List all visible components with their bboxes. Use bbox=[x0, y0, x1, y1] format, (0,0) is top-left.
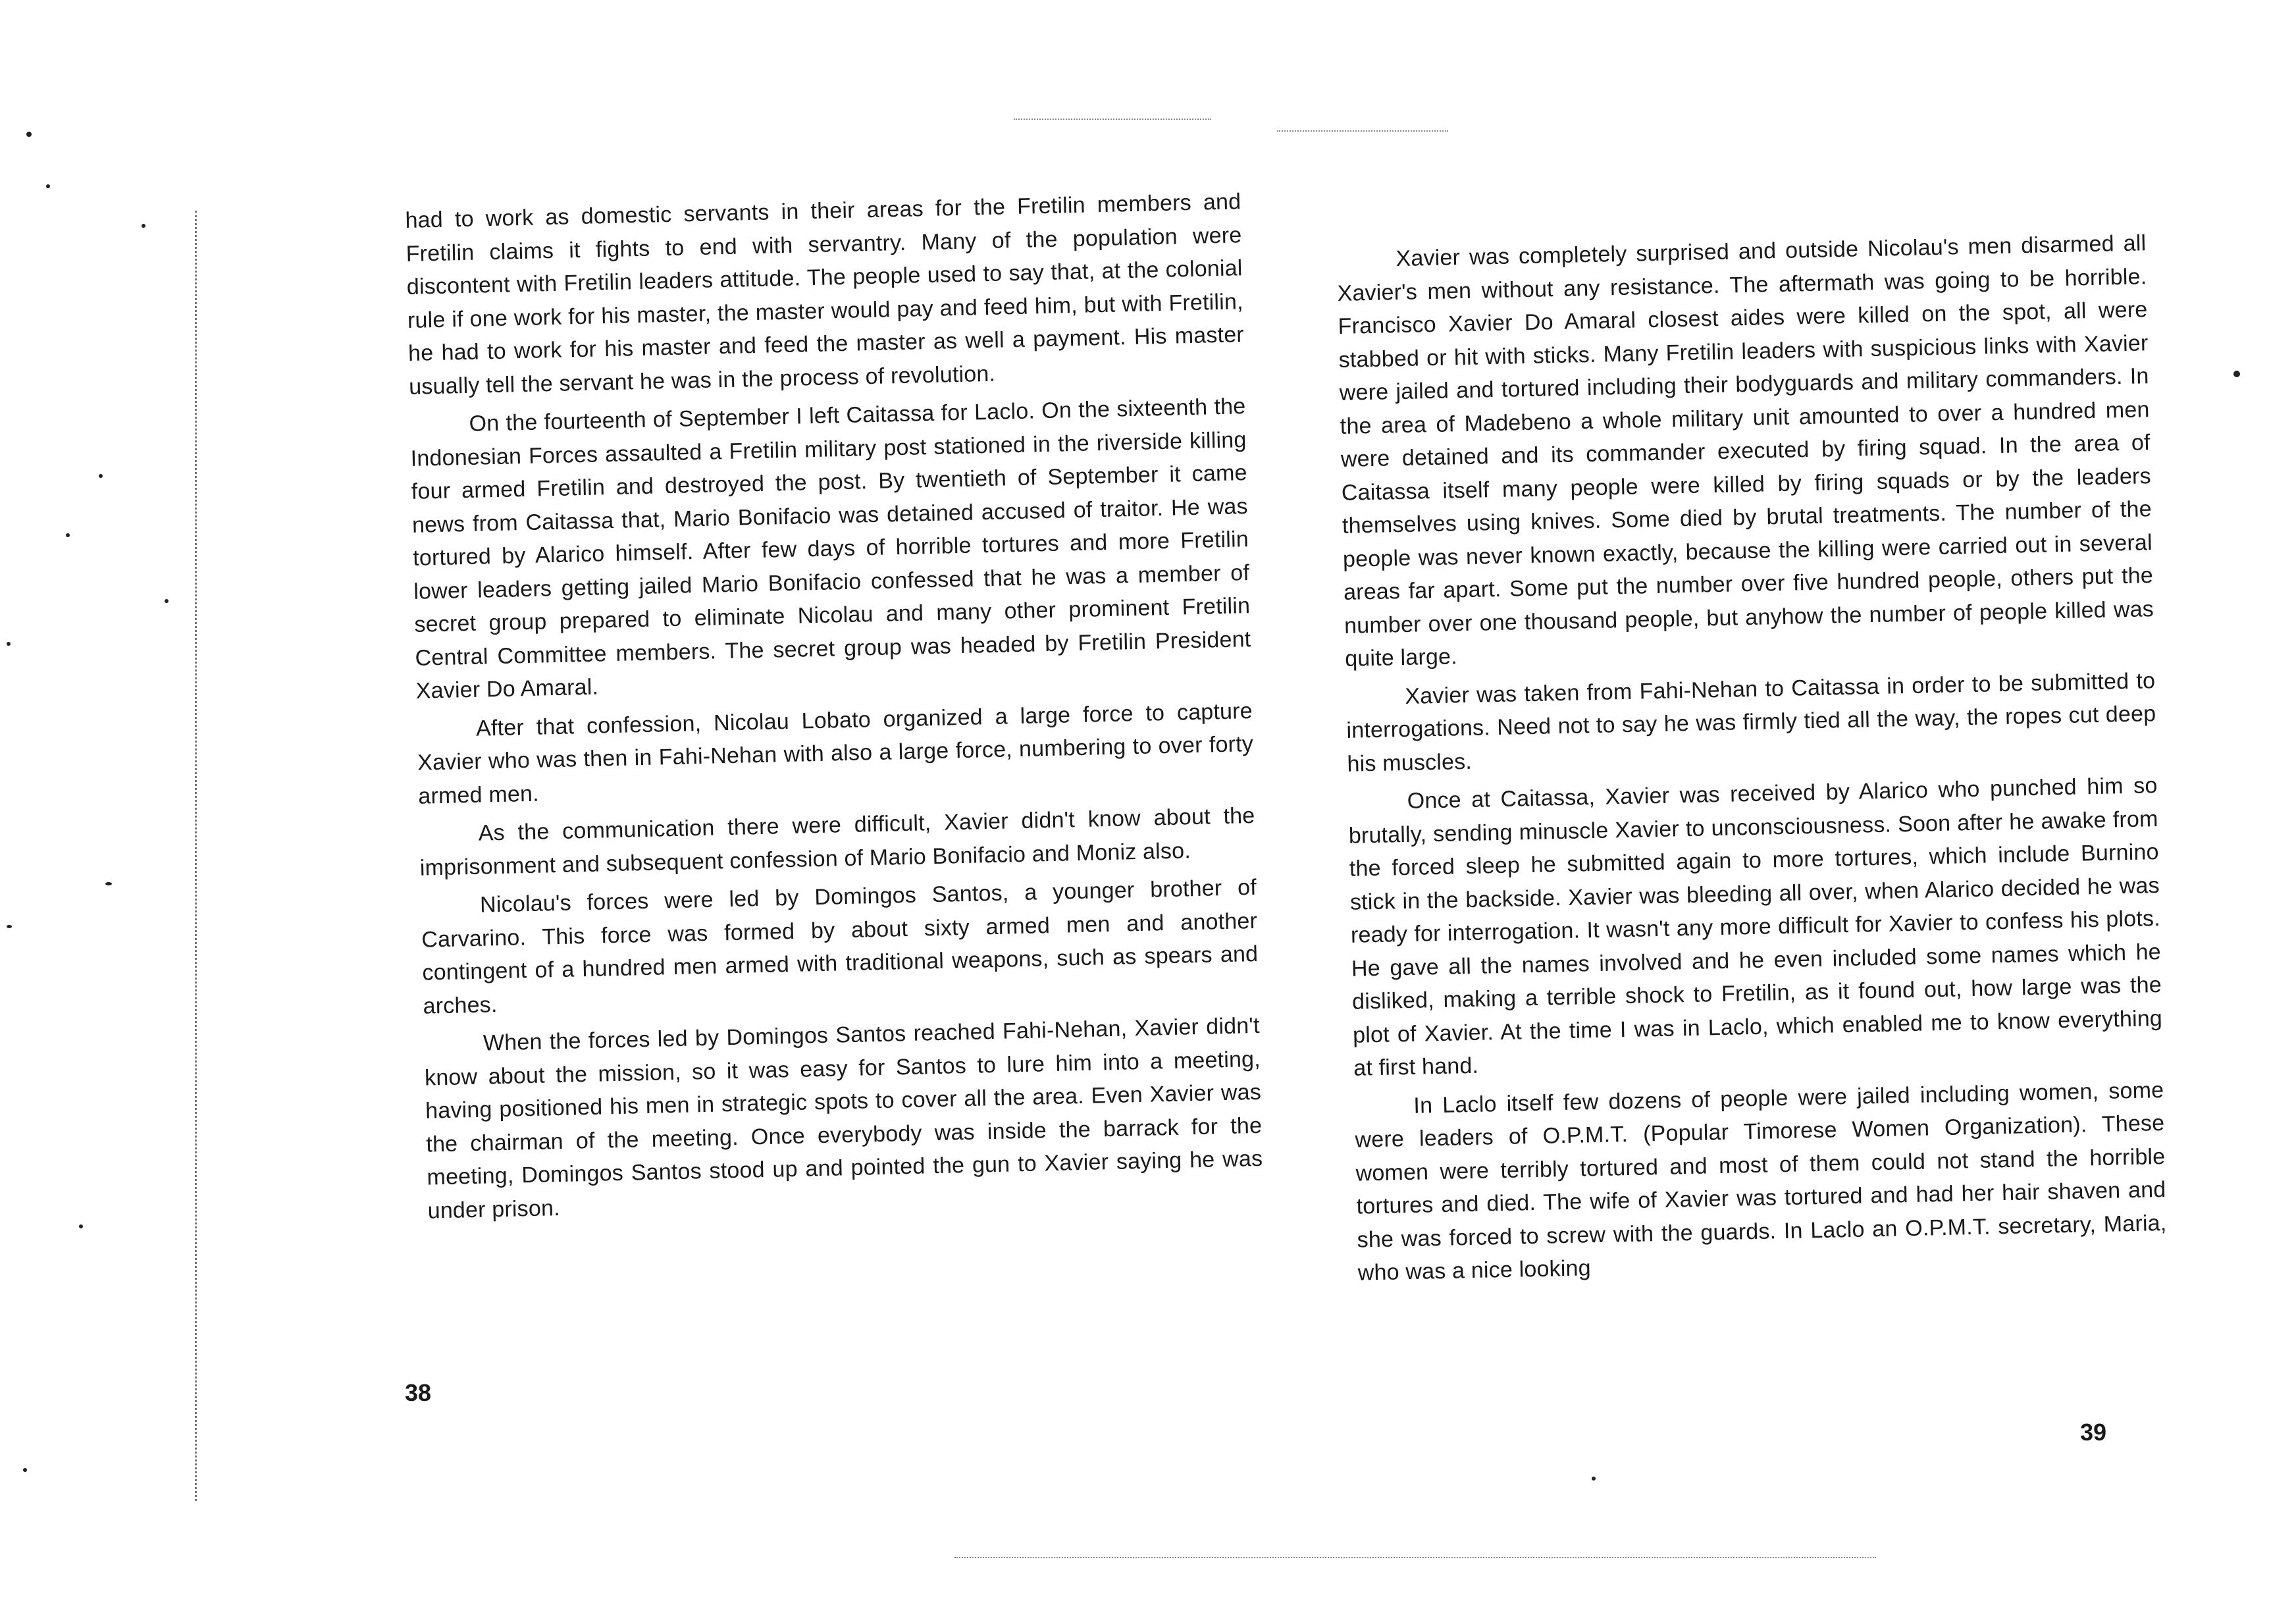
left-paragraph-1: had to work as domestic servants in their areas for the Fretilin members and Fretilin claims it fights to end with servantry. Many of the population were discontent with Fretilin leaders attitude. The people used to say that, at the colonial rule if one work for his master, the master would pay and feed him, but with Fretilin, he had to work for his master and feed the master as well a payment. His master usually tell the servant he was in the process of revolution. bbox=[405, 189, 1245, 400]
scan-speck bbox=[165, 599, 169, 603]
scan-speck bbox=[23, 1468, 27, 1472]
left-page bbox=[405, 185, 1264, 1227]
scan-speck bbox=[7, 925, 12, 928]
top-edge-artifact bbox=[1014, 118, 1211, 120]
scan-speck bbox=[26, 132, 32, 137]
left-paragraph-3: After that confession, Nicolau Lobato organized a large force to capture Xavier who was then in Fahi-Nehan with also a large force, numbering to over forty armed men. bbox=[417, 698, 1254, 809]
right-paragraph-4: In Laclo itself few dozens of people were jailed including women, some were leaders of O.P.M.T. (Popular Timorese Women Organization). These women were terribly tortured and most of them could not stand the horrible tortures and died. The wife of Xavier was tortured and had her hair shaven and she was forced to screw with the guards. In Laclo an O.P.M.T. secretary, Maria, who was a nice looking bbox=[1355, 1077, 2167, 1286]
scan-speck bbox=[99, 474, 103, 478]
right-paragraph-3: Once at Caitassa, Xavier was received by Alarico who punched him so brutally, sending minuscle Xavier to unconsciousness. Soon after he awake from the forced sleep he submitted again to more tortures, which include Burnino stick in the backside. Xavier was bleeding all over, when Alarico decided he was ready for interrogation. It wasn't any more difficult for Xavier to confess his plots. He gave all the names involved and he even included some names which he disliked, making a terrible shock to Fretilin, as it found out, how large was the plot of Xavier. At the time I was in Laclo, which enabled me to know everything at first hand. bbox=[1348, 773, 2163, 1081]
scan-speck bbox=[66, 533, 70, 537]
scan-speck bbox=[7, 642, 11, 646]
scan-speck bbox=[1592, 1477, 1596, 1481]
right-paragraph-2: Xavier was taken from Fahi-Nehan to Caitassa in order to be submitted to interrogations. Need not to say he was firmly tied all the way, the ropes cut deep his muscles. bbox=[1346, 668, 2156, 777]
left-page-number: 38 bbox=[405, 1379, 432, 1406]
right-paragraph-1: Xavier was completely surprised and outside Nicolau's men disarmed all Xavier's men without any resistance. The aftermath was going to be horrible. Francisco Xavier Do Amaral closest aides were killed on the spot, all were stabbed or hit with sticks. Many Fretilin leaders with suspicious links with Xavier were jailed and tortured including their bodyguards and military commanders. In the area of Madebeno a whole military unit amounted to over a hundred men were detained and its commander executed by firing squad. In the area of Caitassa itself many people were killed by firing squads or by the leaders themselves using knives. Some died by brutal treatments. The number of the people was never known exactly, because the killing were carried out in several areas far apart. Some put the number over five hundred people, others put the number over one thousand people, but anyhow the number of people killed was quite large. bbox=[1337, 230, 2154, 671]
left-margin-artifact bbox=[195, 211, 197, 1501]
scan-speck bbox=[105, 882, 112, 885]
left-paragraph-2: On the fourteenth of September I left Caitassa for Laclo. On the sixteenth the Indonesian Forces assaulted a Fretilin military post stationed in the riverside killing four armed Fretilin and destroyed the post. By twentieth of September it came news from Caitassa that, Mario Bonifacio was detained accused of traitor. He was tortured by Alarico himself. After few days of horrible tortures and more Fretilin lower leaders getting jailed Mario Bonifacio confessed that he was a member of secret group prepared to eliminate Nicolau and many other prominent Fretilin Central Committee members. The secret group was headed by Fretilin President Xavier Do Amaral. bbox=[410, 394, 1251, 704]
scan-speck bbox=[142, 224, 145, 228]
left-paragraph-5: Nicolau's forces were led by Domingos Santos, a younger brother of Carvarino. This force was formed by about sixty armed men and another contingent of a hundred men armed with traditional weapons, such as spears and arches. bbox=[421, 874, 1259, 1019]
scan-speck bbox=[46, 184, 50, 188]
top-edge-artifact-right bbox=[1277, 130, 1448, 132]
left-paragraph-4: As the communication there were difficult, Xavier didn't know about the imprisonment and subsequent confession of Mario Bonifacio and Moniz also. bbox=[419, 802, 1255, 881]
right-page bbox=[1336, 226, 2168, 1290]
left-paragraph-6: When the forces led by Domingos Santos reached Fahi-Nehan, Xavier didn't know about the mission, so it was easy for Santos to lure him into a meeting, having positioned his men in strategic spots to cover all the area. Even Xavier was the chairman of the meeting. Once everybody was inside the barrack for the meeting, Domingos Santos stood up and pointed the gun to Xavier saying he was under prison. bbox=[424, 1012, 1263, 1224]
right-page-number: 39 bbox=[2080, 1419, 2107, 1446]
scan-speck bbox=[2233, 371, 2240, 377]
bottom-edge-artifact bbox=[954, 1557, 1876, 1558]
scan-speck bbox=[79, 1224, 83, 1228]
